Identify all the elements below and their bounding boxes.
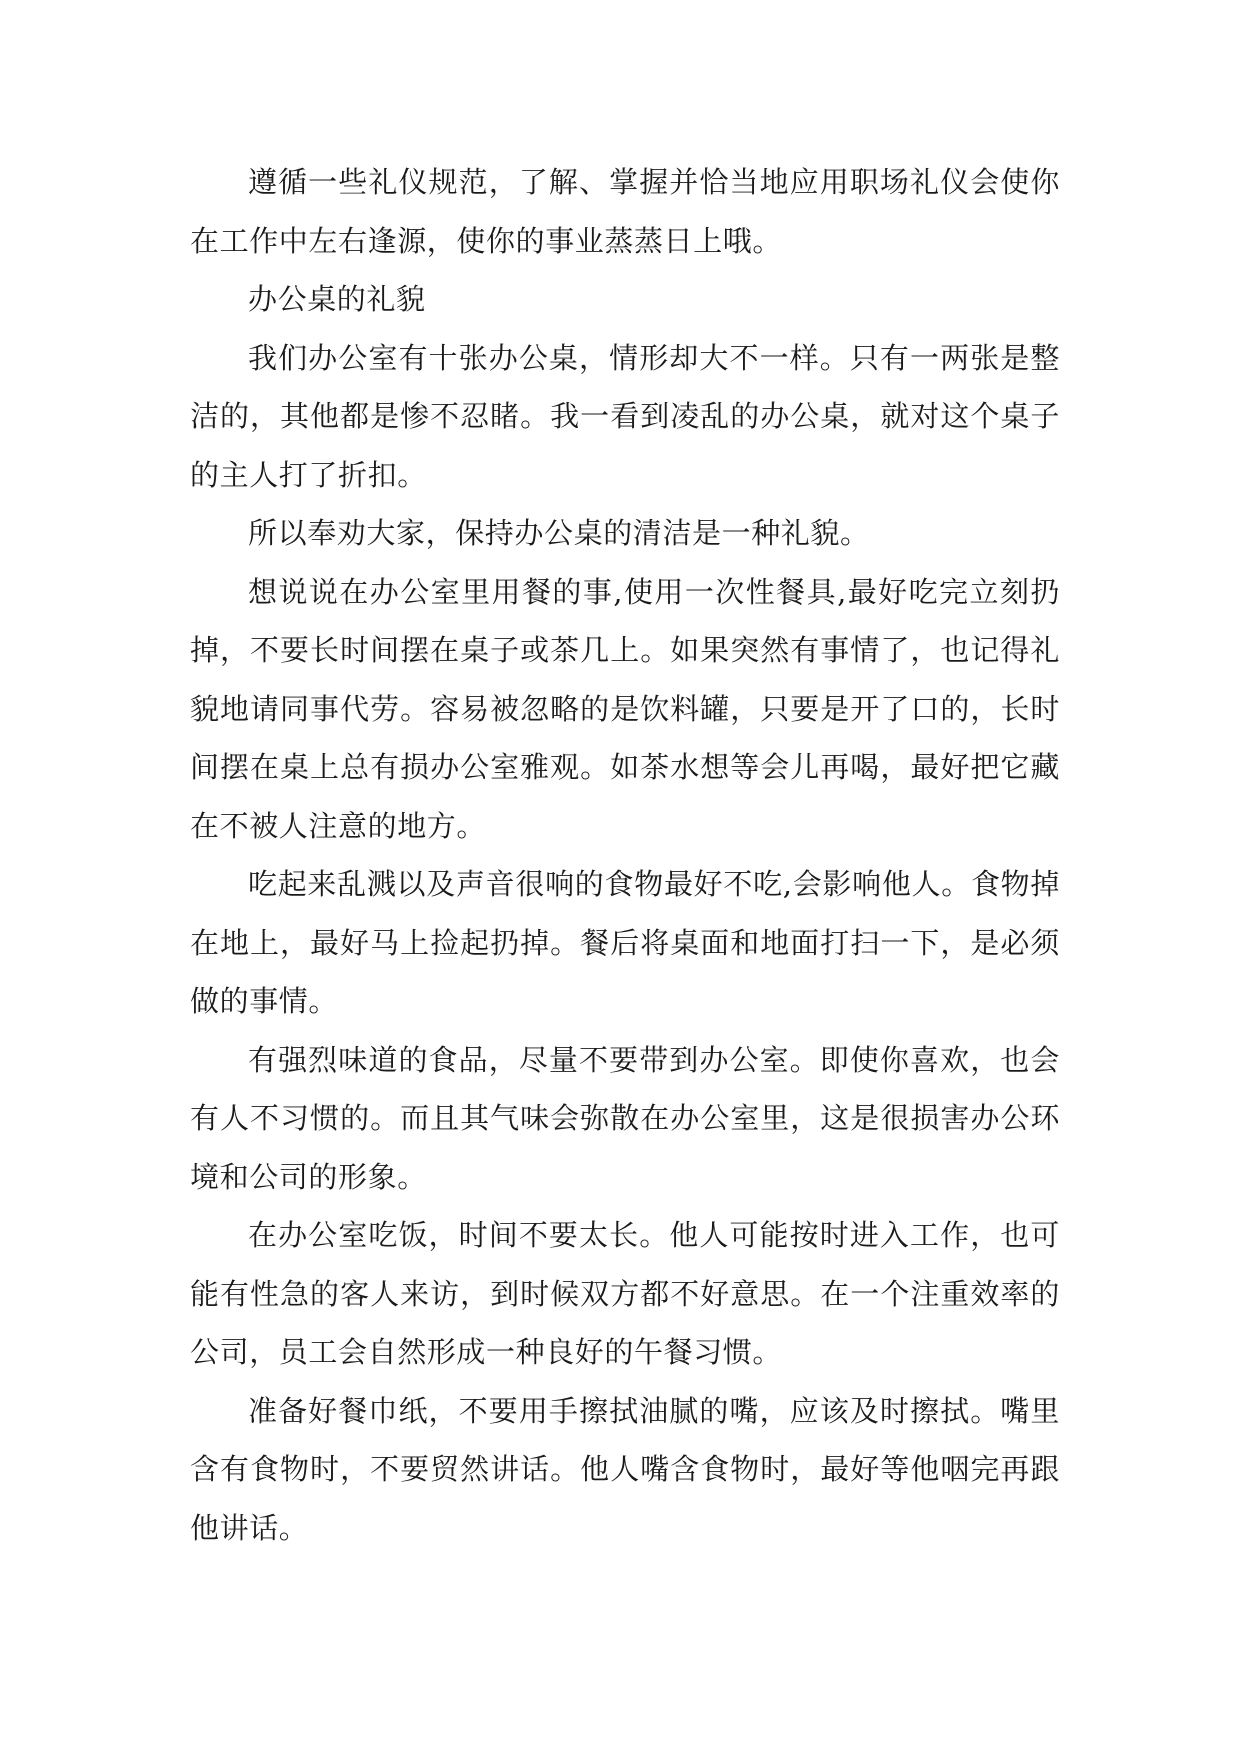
paragraph-meal-time: 在办公室吃饭，时间不要太长。他人可能按时进入工作，也可能有性急的客人来访，到时候双方都不好意思。在一个注重效率的公司，员工会自然形成一种良好的午餐习惯。: [190, 1218, 1060, 1369]
paragraph-dining: 想说说在办公室里用餐的事,使用一次性餐具,最好吃完立刻扔掉，不要长时间摆在桌子或茶几上。如果突然有事情了，也记得礼貌地请同事代劳。容易被忽略的是饮料罐，只要是开了口的，长时间摆在桌上总有损办公室雅观。如茶水想等会儿再喝，最好把它藏在不被人注意的地方。: [190, 574, 1060, 843]
paragraph-intro: 遵循一些礼仪规范，了解、掌握并恰当地应用职场礼仪会使你在工作中左右逢源，使你的事业蒸蒸日上哦。: [190, 165, 1060, 258]
paragraph-advice: 所以奉劝大家，保持办公桌的清洁是一种礼貌。: [248, 516, 870, 550]
document-body: [190, 153, 1060, 1557]
section-heading: 办公桌的礼貌: [248, 282, 426, 316]
paragraph-noisy-food: 吃起来乱溅以及声音很响的食物最好不吃,会影响他人。食物掉在地上，最好马上捡起扔掉。餐后将桌面和地面打扫一下，是必须做的事情。: [190, 867, 1060, 1018]
paragraph-desks: 我们办公室有十张办公桌，情形却大不一样。只有一两张是整洁的，其他都是惨不忍睹。我一看到凌乱的办公桌，就对这个桌子的主人打了折扣。: [190, 340, 1060, 492]
paragraph-strong-smell: 有强烈味道的食品，尽量不要带到办公室。即使你喜欢，也会有人不习惯的。而且其气味会弥散在办公室里，这是很损害办公环境和公司的形象。: [190, 1042, 1060, 1194]
paragraph-napkin: 准备好餐巾纸，不要用手擦拭油腻的嘴，应该及时擦拭。嘴里含有食物时，不要贸然讲话。他人嘴含食物时，最好等他咽完再跟他讲话。: [190, 1393, 1060, 1545]
